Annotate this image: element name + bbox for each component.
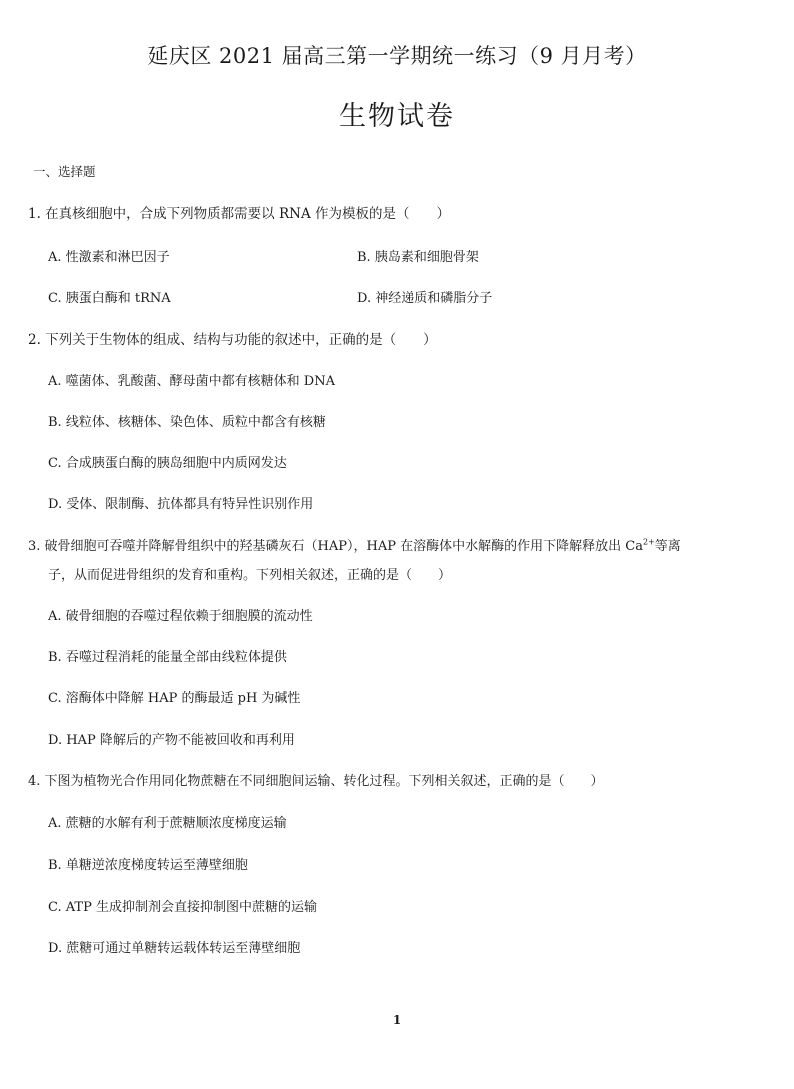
exam-title: 延庆区 2021 届高三第一学期统一练习（9 月月考）	[147, 44, 647, 68]
question-3-option-a: A. 破骨细胞的吞噬过程依赖于细胞膜的流动性	[48, 609, 313, 624]
question-2-option-d: D. 受体、限制酶、抗体都具有特异性识别作用	[48, 497, 314, 512]
page-number: 1	[392, 1013, 402, 1027]
exam-subtitle: 生物试卷	[339, 101, 455, 132]
question-4-option-a: A. 蔗糖的水解有利于蔗糖顺浓度梯度运输	[48, 816, 287, 831]
question-3-stem-line-2: 子，从而促进骨组织的发育和重构。下列相关叙述，正确的是（ ）	[48, 568, 452, 583]
question-2-option-c: C. 合成胰蛋白酶的胰岛细胞中内质网发达	[48, 456, 287, 471]
section-heading: 一、选择题	[33, 164, 96, 179]
question-3-option-b: B. 吞噬过程消耗的能量全部由线粒体提供	[48, 650, 287, 665]
question-4-option-c: C. ATP 生成抑制剂会直接抑制图中蔗糖的运输	[48, 900, 317, 915]
question-3-option-d: D. HAP 降解后的产物不能被回收和再利用	[48, 733, 295, 748]
question-4-option-d: D. 蔗糖可通过单糖转运载体转运至薄壁细胞	[48, 941, 301, 956]
question-2-option-a: A. 噬菌体、乳酸菌、酵母菌中都有核糖体和 DNA	[48, 374, 335, 389]
question-2-option-b: B. 线粒体、核糖体、染色体、质粒中都含有核糖	[48, 415, 326, 430]
question-3-stem-line-1	[28, 537, 681, 554]
question-2-stem: 2. 下列关于生物体的组成、结构与功能的叙述中，正确的是（ ）	[28, 332, 437, 348]
question-1-option-c: C. 胰蛋白酶和 tRNA	[48, 291, 171, 306]
question-3-stem-before: 3. 破骨细胞可吞噬并降解骨组织中的羟基磷灰石（HAP），HAP 在溶酶体中水解酶的作用下降解释放出 Ca	[28, 539, 643, 554]
question-3-stem-after: 等离	[654, 539, 681, 554]
question-4-option-b: B. 单糖逆浓度梯度转运至薄壁细胞	[48, 858, 248, 873]
question-1-option-b: B. 胰岛素和细胞骨架	[357, 250, 479, 265]
question-4-stem: 4. 下图为植物光合作用同化物蔗糖在不同细胞间运输、转化过程。下列相关叙述，正确的是（ ）	[28, 774, 604, 789]
question-1-option-a: A. 性激素和淋巴因子	[48, 250, 170, 265]
question-1-option-d: D. 神经递质和磷脂分子	[357, 291, 493, 306]
calcium-charge-superscript: 2+	[642, 537, 655, 547]
question-1-stem: 1. 在真核细胞中，合成下列物质都需要以 RNA 作为模板的是（ ）	[28, 206, 450, 222]
question-3-option-c: C. 溶酶体中降解 HAP 的酶最适 pH 为碱性	[48, 691, 301, 706]
